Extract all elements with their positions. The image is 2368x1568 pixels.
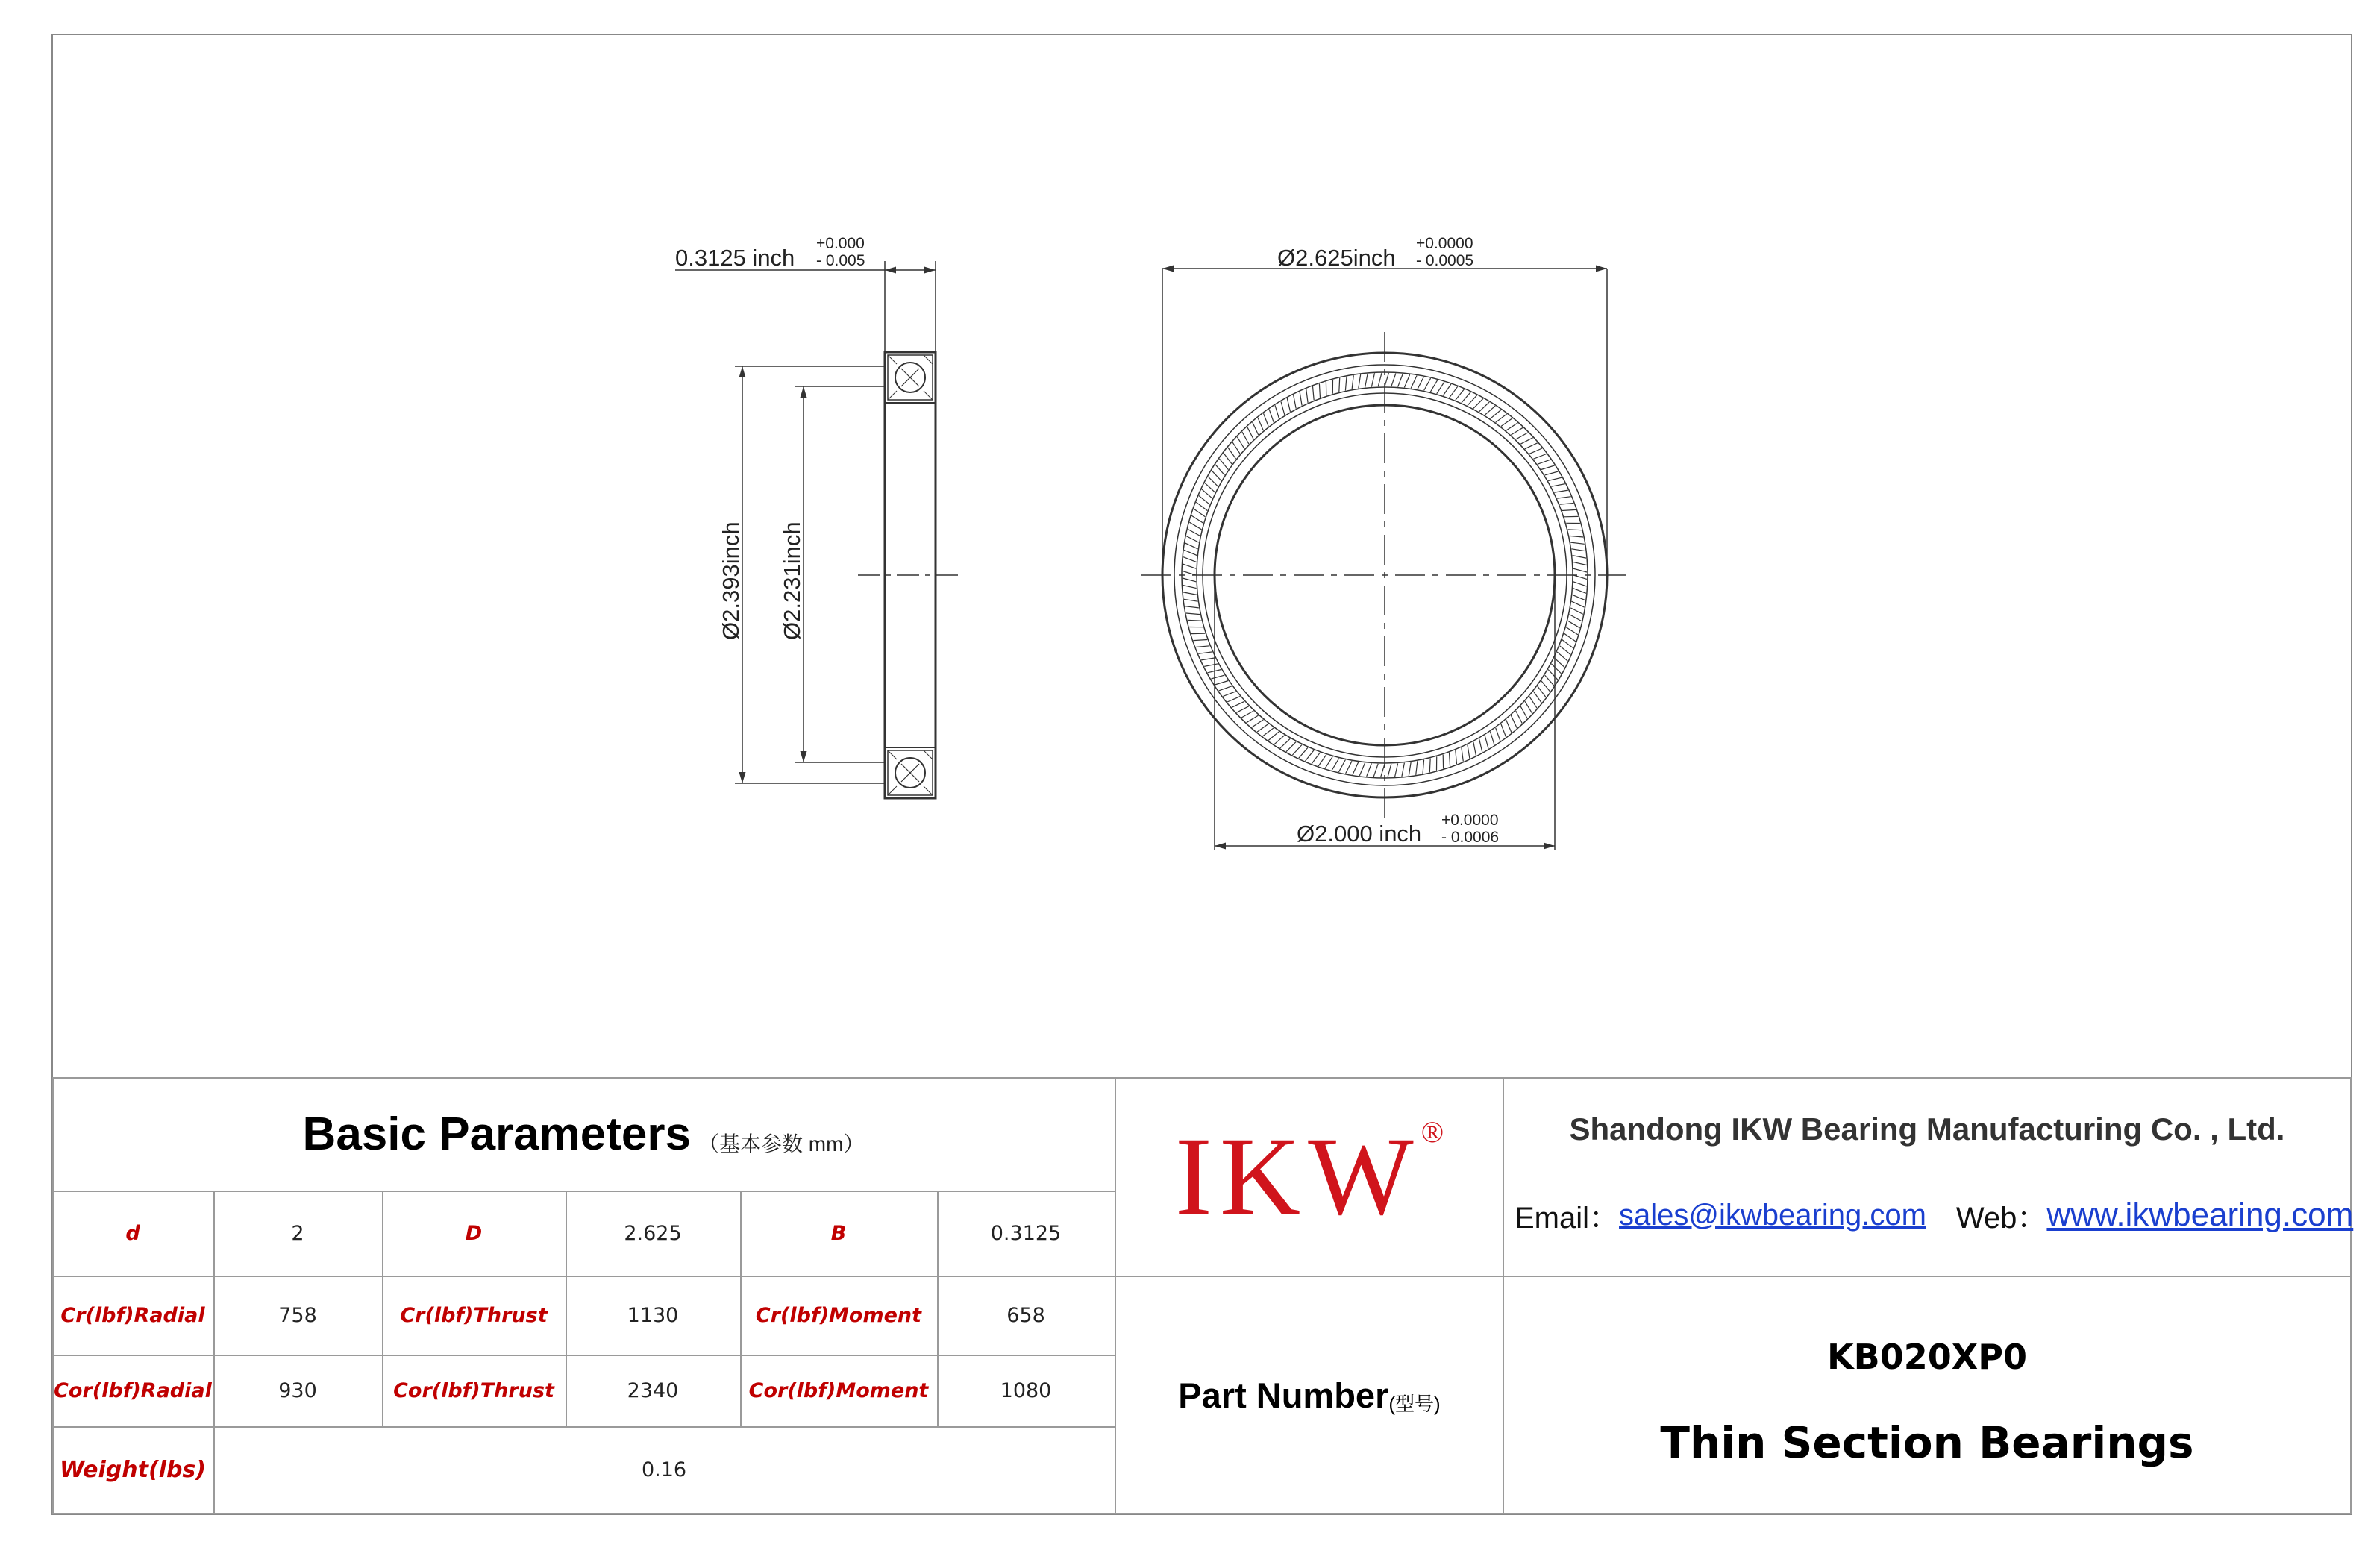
ball-hatch-line bbox=[1183, 586, 1196, 589]
ball-hatch-line bbox=[1183, 564, 1196, 568]
ball-hatch-line bbox=[1204, 664, 1218, 667]
ball-hatch-line bbox=[1338, 760, 1345, 772]
ball-hatch-line bbox=[1496, 414, 1507, 422]
ball-hatch-line bbox=[1391, 373, 1396, 386]
param-value-B: 0.3125 bbox=[990, 1221, 1062, 1245]
ball-hatch-line bbox=[1247, 427, 1254, 439]
side-outer-dim: Ø2.393inch bbox=[718, 521, 744, 640]
ball-hatch-line bbox=[1573, 562, 1586, 565]
ball-hatch-line bbox=[1188, 529, 1200, 536]
ball-hatch-line bbox=[1339, 378, 1340, 392]
ball-hatch-line bbox=[1381, 764, 1385, 777]
ball-hatch-line bbox=[1306, 389, 1308, 403]
company-name: Shandong IKW Bearing Manufacturing Co. , Ltd. bbox=[1569, 1111, 2285, 1147]
ball-hatch-line bbox=[1299, 747, 1308, 758]
ball-hatch-line bbox=[1359, 763, 1365, 776]
param-label-D: D bbox=[465, 1221, 483, 1245]
ball-hatch-line bbox=[1520, 438, 1533, 445]
ball-hatch-line bbox=[1258, 418, 1263, 430]
ball-hatch-line bbox=[1228, 448, 1236, 459]
bottom-ball-section bbox=[888, 750, 933, 795]
ball-hatch-line bbox=[1268, 732, 1279, 741]
ball-hatch-line bbox=[1196, 502, 1207, 510]
dimension-labels bbox=[675, 235, 1499, 847]
ball-hatch-line bbox=[1562, 640, 1573, 648]
basic-parameters-subtitle: （基本参数 mm） bbox=[698, 1132, 865, 1155]
param-label-d: d bbox=[125, 1221, 140, 1245]
web-label: Web： bbox=[1955, 1201, 2047, 1235]
ball-hatch-line bbox=[1560, 504, 1574, 505]
ball-hatch-line bbox=[1292, 744, 1302, 755]
ball-hatch-line bbox=[1564, 633, 1576, 642]
ball-hatch-line bbox=[1219, 686, 1232, 691]
ball-hatch-line bbox=[1373, 764, 1378, 777]
ball-hatch-line bbox=[1345, 377, 1347, 391]
ball-hatch-line bbox=[1184, 599, 1198, 601]
part-name: Thin Section Bearings bbox=[1660, 1417, 2194, 1468]
ball-hatch-line bbox=[1378, 373, 1382, 386]
ball-hatch-line bbox=[1525, 443, 1538, 449]
ball-hatch-line bbox=[1275, 405, 1279, 418]
part-number-label-sub: (型号) bbox=[1388, 1392, 1441, 1415]
ball-hatch-line bbox=[1572, 601, 1585, 607]
ball-hatch-line bbox=[1215, 465, 1224, 475]
ball-hatch-line bbox=[1545, 471, 1559, 475]
ball-hatch-line bbox=[1501, 418, 1512, 427]
inner-dim-tol-upper: +0.0000 bbox=[1441, 812, 1499, 829]
ball-hatch-line bbox=[1548, 670, 1558, 680]
ball-hatch-line bbox=[1385, 373, 1388, 386]
ball-hatch-line bbox=[1274, 736, 1285, 744]
outer-dim-tol-lower: - 0.0005 bbox=[1416, 252, 1474, 269]
ball-hatch-line bbox=[1479, 402, 1490, 412]
ball-hatch-line bbox=[1212, 471, 1221, 481]
param-value-cr-moment: 658 bbox=[1006, 1303, 1045, 1327]
ball-hatch-line bbox=[1572, 549, 1586, 551]
ball-hatch-line bbox=[1551, 664, 1561, 674]
ball-hatch-line bbox=[1185, 543, 1197, 549]
param-value-cor-thrust: 2340 bbox=[627, 1379, 679, 1402]
ball-hatch-line bbox=[1554, 490, 1568, 492]
ball-hatch-line bbox=[1280, 738, 1291, 748]
param-label-cor-radial: Cor(lbf)Radial bbox=[54, 1379, 212, 1402]
ball-hatch-line bbox=[1456, 750, 1457, 765]
ball-hatch-line bbox=[1430, 380, 1438, 392]
ball-hatch-line bbox=[1411, 375, 1417, 388]
ball-hatch-line bbox=[1573, 556, 1586, 559]
ball-hatch-line bbox=[1183, 557, 1197, 562]
ball-hatch-line bbox=[1313, 386, 1315, 401]
ball-hatch-line bbox=[1215, 681, 1228, 686]
ball-hatch-line bbox=[1496, 728, 1500, 741]
ball-hatch-line bbox=[1473, 398, 1483, 408]
ball-hatch-line bbox=[1404, 374, 1409, 387]
email-link[interactable]: sales@ikwbearing.com bbox=[1619, 1198, 1926, 1232]
outer-dim-tol-upper: +0.0000 bbox=[1416, 235, 1473, 252]
ball-hatch-line bbox=[1557, 497, 1571, 498]
ball-hatch-line bbox=[1485, 736, 1488, 749]
param-value-cr-radial: 758 bbox=[278, 1303, 317, 1327]
ball-hatch-line bbox=[1264, 413, 1269, 426]
ball-hatch-line bbox=[1516, 433, 1528, 439]
ball-hatch-line bbox=[1538, 460, 1551, 464]
ball-hatch-line bbox=[1491, 410, 1502, 418]
ball-hatch-line bbox=[1462, 392, 1470, 403]
ball-hatch-line bbox=[1429, 759, 1430, 773]
ball-hatch-line bbox=[1570, 608, 1583, 615]
width-dim-tol-upper: +0.000 bbox=[816, 235, 865, 252]
ball-hatch-line bbox=[1359, 374, 1361, 389]
ball-hatch-line bbox=[1388, 764, 1391, 777]
ball-hatch-line bbox=[1501, 724, 1506, 736]
param-value-cor-radial: 930 bbox=[278, 1379, 317, 1402]
ball-hatch-line bbox=[1473, 741, 1476, 755]
ikw-logo bbox=[1116, 1077, 1503, 1276]
side-inner-dim: Ø2.231inch bbox=[779, 521, 805, 640]
ball-hatch-line bbox=[1186, 613, 1200, 615]
ball-hatch-line bbox=[1409, 762, 1411, 777]
ball-hatch-line bbox=[1511, 427, 1523, 435]
part-number-label-cell bbox=[1116, 1277, 1503, 1513]
ball-hatch-line bbox=[1548, 477, 1562, 480]
ball-hatch-line bbox=[1205, 483, 1215, 492]
ball-hatch-line bbox=[1257, 724, 1268, 732]
ball-hatch-line bbox=[1468, 744, 1470, 759]
top-ball-section bbox=[888, 355, 933, 400]
ball-hatch-line bbox=[1191, 515, 1203, 523]
ball-hatch-line bbox=[1437, 382, 1444, 394]
ball-hatch-line bbox=[1184, 550, 1197, 555]
param-value-weight: 0.16 bbox=[641, 1458, 687, 1481]
ball-hatch-line bbox=[1219, 459, 1228, 470]
ball-hatch-line bbox=[1237, 437, 1244, 449]
ball-hatch-line bbox=[1525, 701, 1532, 713]
ball-hatch-line bbox=[1198, 652, 1212, 653]
ball-hatch-line bbox=[1319, 384, 1320, 398]
ball-hatch-line bbox=[1269, 410, 1274, 423]
outer-dim-value: Ø2.625inch bbox=[1277, 245, 1396, 271]
ball-hatch-line bbox=[1185, 606, 1199, 608]
ball-hatch-line bbox=[1443, 384, 1451, 395]
ball-hatch-line bbox=[1557, 652, 1567, 661]
inner-dim-tol-lower: - 0.0006 bbox=[1441, 829, 1500, 846]
ball-hatch-line bbox=[1568, 621, 1580, 628]
logo-text: IKW bbox=[1174, 1114, 1421, 1238]
ball-hatch-line bbox=[1416, 761, 1418, 775]
ball-hatch-line bbox=[1223, 692, 1235, 697]
ball-hatch-line bbox=[1562, 509, 1576, 510]
ball-hatch-line bbox=[1252, 720, 1264, 727]
ball-hatch-line bbox=[1533, 454, 1546, 460]
ball-hatch-line bbox=[1306, 750, 1315, 762]
inner-dim-value: Ø2.000 inch bbox=[1297, 821, 1422, 847]
param-label-cr-thrust: Cr(lbf)Thrust bbox=[400, 1303, 548, 1327]
ball-hatch-line bbox=[1529, 448, 1542, 454]
basic-parameters-header bbox=[52, 1077, 1115, 1191]
ball-hatch-line bbox=[1573, 575, 1587, 579]
ball-hatch-line bbox=[1398, 374, 1403, 386]
front-view bbox=[1141, 269, 1626, 850]
ball-hatch-line bbox=[1573, 582, 1587, 586]
contact-line bbox=[1504, 1174, 2354, 1256]
ball-hatch-line bbox=[1560, 646, 1571, 655]
ball-hatch-line bbox=[1183, 571, 1196, 575]
ball-hatch-line bbox=[1506, 720, 1512, 733]
ball-hatch-line bbox=[1456, 389, 1465, 401]
ball-hatch-line bbox=[1241, 711, 1253, 718]
ball-hatch-line bbox=[1462, 747, 1463, 762]
ball-hatch-line bbox=[1511, 715, 1517, 728]
ball-hatch-line bbox=[1570, 542, 1585, 544]
ball-hatch-line bbox=[1402, 763, 1405, 777]
ball-hatch-line bbox=[1183, 578, 1196, 582]
part-number-label: Part Number bbox=[1178, 1375, 1389, 1415]
web-link[interactable]: www.ikwbearing.com bbox=[2046, 1197, 2354, 1233]
ball-hatch-line bbox=[1516, 711, 1523, 724]
ball-hatch-line bbox=[1196, 646, 1210, 647]
ball-hatch-line bbox=[1346, 761, 1353, 774]
ball-hatch-line bbox=[1365, 374, 1368, 387]
ball-hatch-line bbox=[1208, 477, 1218, 486]
ball-hatch-line bbox=[1418, 377, 1424, 389]
param-value-cor-moment: 1080 bbox=[1000, 1379, 1052, 1402]
ball-hatch-line bbox=[1570, 615, 1582, 621]
ball-hatch-line bbox=[1573, 589, 1586, 594]
ball-hatch-line bbox=[1541, 681, 1550, 692]
ball-hatch-line bbox=[1545, 675, 1554, 686]
ball-hatch-line bbox=[1352, 375, 1353, 389]
ball-hatch-line bbox=[1566, 627, 1578, 635]
ball-hatch-line bbox=[1247, 715, 1259, 723]
ball-hatch-line bbox=[1573, 595, 1585, 600]
ball-hatch-line bbox=[1262, 728, 1274, 736]
ball-hatch-line bbox=[1506, 423, 1518, 430]
registered-mark: ® bbox=[1421, 1114, 1444, 1149]
ball-hatch-line bbox=[1325, 756, 1332, 768]
ball-hatch-line bbox=[1199, 496, 1210, 505]
ball-hatch-line bbox=[1189, 522, 1201, 530]
ball-hatch-line bbox=[1194, 509, 1205, 517]
param-label-cor-thrust: Cor(lbf)Thrust bbox=[393, 1379, 554, 1402]
param-value-d: 2 bbox=[291, 1221, 304, 1245]
ball-hatch-line bbox=[1423, 760, 1424, 774]
ball-hatch-line bbox=[1533, 692, 1541, 703]
param-label-cor-moment: Cor(lbf)Moment bbox=[748, 1379, 929, 1402]
ball-hatch-line bbox=[1353, 762, 1359, 775]
ball-hatch-line bbox=[1236, 706, 1249, 713]
width-dim-tol-lower: - 0.005 bbox=[816, 252, 865, 269]
ball-hatch-line bbox=[1224, 453, 1232, 464]
ball-hatch-line bbox=[1318, 755, 1326, 766]
ball-hatch-line bbox=[1227, 697, 1240, 702]
ball-hatch-line bbox=[1287, 398, 1290, 412]
ball-hatch-line bbox=[1554, 658, 1564, 668]
ball-hatch-line bbox=[1253, 422, 1259, 435]
ball-hatch-line bbox=[1367, 763, 1372, 777]
ball-hatch-line bbox=[1188, 620, 1202, 621]
ball-hatch-line bbox=[1529, 697, 1537, 709]
ball-hatch-line bbox=[1286, 741, 1296, 751]
param-label-cr-radial: Cr(lbf)Radial bbox=[60, 1303, 205, 1327]
ball-hatch-line bbox=[1186, 536, 1199, 543]
ball-hatch-line bbox=[1312, 753, 1320, 764]
param-label-cr-moment: Cr(lbf)Moment bbox=[755, 1303, 922, 1327]
ball-hatch-line bbox=[1294, 395, 1297, 408]
ball-hatch-line bbox=[1232, 442, 1240, 454]
width-dim-value: 0.3125 inch bbox=[675, 245, 795, 271]
param-value-cr-thrust: 1130 bbox=[627, 1303, 679, 1327]
ball-hatch-line bbox=[1395, 763, 1398, 777]
part-number-value: KB020XP0 bbox=[1827, 1337, 2027, 1377]
ball-hatch-line bbox=[1194, 640, 1208, 641]
ball-hatch-line bbox=[1468, 395, 1477, 406]
param-label-B: B bbox=[830, 1221, 847, 1245]
ball-hatch-line bbox=[1485, 406, 1495, 415]
title-block bbox=[52, 1077, 2352, 1514]
ball-hatch-line bbox=[1183, 592, 1197, 595]
ball-hatch-line bbox=[1541, 465, 1555, 470]
ball-hatch-line bbox=[1520, 706, 1527, 718]
ball-hatch-line bbox=[1570, 536, 1584, 537]
ball-hatch-line bbox=[1242, 432, 1249, 444]
basic-parameters-title: Basic Parameters bbox=[302, 1108, 692, 1160]
param-label-weight: Weight(lbs) bbox=[59, 1456, 206, 1483]
ball-hatch-line bbox=[1424, 378, 1431, 390]
ball-hatch-line bbox=[1332, 759, 1339, 771]
ball-hatch-line bbox=[1300, 392, 1302, 406]
ball-hatch-line bbox=[1551, 484, 1564, 487]
ball-hatch-line bbox=[1538, 686, 1546, 697]
ball-hatch-line bbox=[1202, 489, 1212, 498]
ball-hatch-line bbox=[1573, 568, 1587, 572]
ball-hatch-line bbox=[1479, 738, 1482, 752]
email-label: Email： bbox=[1515, 1201, 1620, 1235]
ball-hatch-line bbox=[1201, 658, 1215, 660]
ball-hatch-line bbox=[1232, 701, 1244, 707]
ball-hatch-line bbox=[1211, 675, 1224, 679]
ball-hatch-line bbox=[1371, 373, 1374, 386]
ball-hatch-line bbox=[1450, 386, 1458, 398]
ball-hatch-line bbox=[1491, 732, 1495, 745]
ball-hatch-line bbox=[1281, 401, 1285, 415]
param-value-D: 2.625 bbox=[624, 1221, 682, 1245]
